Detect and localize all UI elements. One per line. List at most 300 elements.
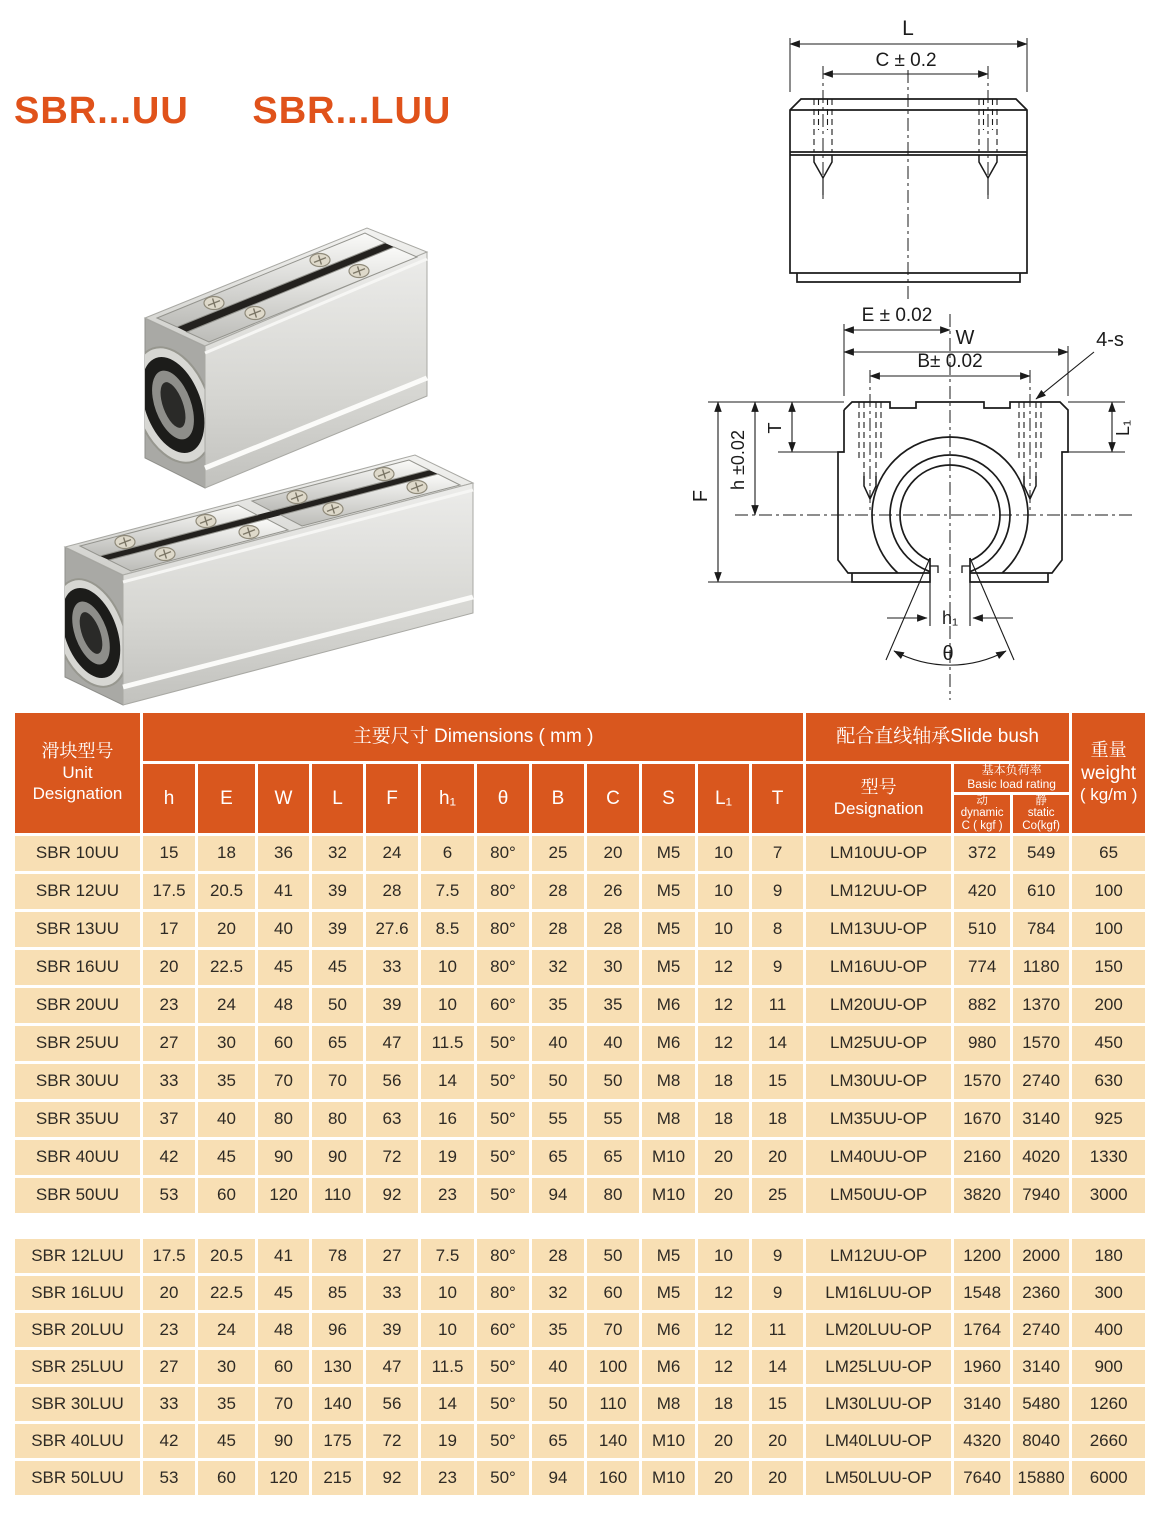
cell: M8 — [642, 1387, 695, 1421]
cell: 65 — [587, 1140, 639, 1175]
header-weight-cn: 重量 — [1090, 739, 1127, 760]
cell: 215 — [312, 1461, 363, 1495]
cell: M6 — [642, 1313, 695, 1347]
cell: 6000 — [1072, 1461, 1145, 1495]
cell: 28 — [587, 912, 639, 947]
cell: 20 — [698, 1424, 749, 1458]
table-row — [15, 912, 1145, 947]
cell: 50° — [477, 1064, 529, 1099]
cell: 900 — [1072, 1350, 1145, 1384]
cell: 20 — [752, 1461, 803, 1495]
cell: 36 — [258, 836, 309, 871]
cell: 2000 — [1013, 1239, 1069, 1273]
header-weight-unit: ( kg/m ) — [1079, 784, 1138, 804]
table-row — [15, 988, 1145, 1023]
row-designation: SBR 50LUU — [15, 1461, 140, 1495]
cell: LM20UU-OP — [806, 988, 951, 1023]
cell: 14 — [421, 1387, 474, 1421]
cell: 70 — [258, 1064, 309, 1099]
cell: 2740 — [1013, 1313, 1069, 1347]
cell: 47 — [366, 1350, 418, 1384]
cell: 20 — [198, 912, 255, 947]
cell: 90 — [258, 1424, 309, 1458]
cell: 23 — [143, 988, 195, 1023]
cell: LM12UU-OP — [806, 1239, 951, 1273]
cell: 50 — [312, 988, 363, 1023]
table-row — [15, 1387, 1145, 1421]
cell: M10 — [642, 1424, 695, 1458]
cell: 10 — [698, 874, 749, 909]
cell: 15 — [143, 836, 195, 871]
cell: 3140 — [1013, 1350, 1069, 1384]
cell: 140 — [312, 1387, 363, 1421]
cell: 200 — [1072, 988, 1145, 1023]
cell: 2360 — [1013, 1276, 1069, 1310]
cell: 15 — [752, 1064, 803, 1099]
header-col-F: F — [366, 764, 418, 833]
cell: 10 — [698, 836, 749, 871]
side-view-drawing — [755, 10, 1065, 310]
cell: 450 — [1072, 1026, 1145, 1061]
cell: 28 — [366, 874, 418, 909]
cell: 45 — [258, 1276, 309, 1310]
cell: 18 — [698, 1102, 749, 1137]
cell: 28 — [532, 874, 584, 909]
dim-label-C: C ± 0.2 — [875, 50, 937, 71]
cell: 20 — [143, 1276, 195, 1310]
cell: 774 — [954, 950, 1010, 985]
cell: LM30UU-OP — [806, 1064, 951, 1099]
cell: 42 — [143, 1424, 195, 1458]
cell: 23 — [421, 1178, 474, 1213]
cell: 7 — [752, 836, 803, 871]
cell: 80° — [477, 950, 529, 985]
cell: 24 — [198, 1313, 255, 1347]
table-row — [15, 1239, 1145, 1273]
header-slide-bush: 配合直线轴承Slide bush — [806, 713, 1069, 761]
cell: 10 — [698, 912, 749, 947]
cell: 35 — [532, 988, 584, 1023]
cell: 20 — [698, 1178, 749, 1213]
cell: 65 — [532, 1140, 584, 1175]
screw — [115, 536, 135, 549]
cell: 980 — [954, 1026, 1010, 1061]
cell: 630 — [1072, 1064, 1145, 1099]
header-load-cn: 基本负荷率 — [981, 763, 1042, 777]
cell: 20 — [143, 950, 195, 985]
cell: 27 — [143, 1350, 195, 1384]
dim-W — [844, 327, 1068, 352]
cell: 150 — [1072, 950, 1145, 985]
screw — [245, 307, 265, 320]
cell: 19 — [421, 1140, 474, 1175]
cell: M10 — [642, 1178, 695, 1213]
cell: 39 — [312, 874, 363, 909]
cell: 50° — [477, 1140, 529, 1175]
row-designation: SBR 40LUU — [15, 1424, 140, 1458]
cell: 3820 — [954, 1178, 1010, 1213]
dim-C — [823, 50, 988, 74]
cell: 300 — [1072, 1276, 1145, 1310]
cell: 80° — [477, 1276, 529, 1310]
header-weight-en: weight — [1081, 762, 1137, 784]
cell: 60 — [258, 1350, 309, 1384]
cell: 53 — [143, 1178, 195, 1213]
cell: 32 — [532, 950, 584, 985]
cell: 420 — [954, 874, 1010, 909]
cell: 9 — [752, 950, 803, 985]
cell: 12 — [698, 1313, 749, 1347]
header-col-B: B — [532, 764, 584, 833]
dim-label-T: T — [765, 422, 785, 434]
cell: 6 — [421, 836, 474, 871]
screw — [407, 481, 427, 494]
header-load-en: Basic load rating — [967, 776, 1056, 791]
cell: 925 — [1072, 1102, 1145, 1137]
cell: 2160 — [954, 1140, 1010, 1175]
cell: 20.5 — [198, 874, 255, 909]
cell: M5 — [642, 912, 695, 947]
cell: 40 — [532, 1350, 584, 1384]
cell: 12 — [698, 950, 749, 985]
cell: 50 — [587, 1239, 639, 1273]
screw — [155, 548, 175, 561]
dim-T — [765, 402, 792, 452]
header-dynamic — [954, 795, 1010, 833]
cell: 2660 — [1072, 1424, 1145, 1458]
cell: 96 — [312, 1313, 363, 1347]
cell: 48 — [258, 1313, 309, 1347]
cell: 7940 — [1013, 1178, 1069, 1213]
cell: LM40LUU-OP — [806, 1424, 951, 1458]
cell: 16 — [421, 1102, 474, 1137]
cell: 11.5 — [421, 1350, 474, 1384]
header-col-h: h — [143, 764, 195, 833]
cell: 4320 — [954, 1424, 1010, 1458]
cell: M5 — [642, 1276, 695, 1310]
cell: 140 — [587, 1424, 639, 1458]
cell: 10 — [421, 1313, 474, 1347]
cell: M5 — [642, 1239, 695, 1273]
cell: 33 — [143, 1064, 195, 1099]
cell: 20 — [752, 1424, 803, 1458]
row-designation: SBR 12LUU — [15, 1239, 140, 1273]
cell: 14 — [752, 1026, 803, 1061]
header-dynamic-cn: 动 — [976, 794, 988, 807]
cell: 50 — [532, 1064, 584, 1099]
dim-h — [728, 402, 755, 515]
cell: 1370 — [1013, 988, 1069, 1023]
cell: 1670 — [954, 1102, 1010, 1137]
cell: 28 — [532, 1239, 584, 1273]
cell: 30 — [587, 950, 639, 985]
cell: 10 — [698, 1239, 749, 1273]
cell: 50° — [477, 1102, 529, 1137]
cell: 39 — [366, 988, 418, 1023]
cell: 60 — [198, 1461, 255, 1495]
header-load-rating — [954, 764, 1069, 792]
cell: 14 — [752, 1350, 803, 1384]
cell: 56 — [366, 1064, 418, 1099]
cell: 37 — [143, 1102, 195, 1137]
cell: 15880 — [1013, 1461, 1069, 1495]
cell: 80° — [477, 1239, 529, 1273]
cell: 12 — [698, 1350, 749, 1384]
dim-L1 — [1112, 402, 1133, 452]
row-designation: SBR 12UU — [15, 874, 140, 909]
table-row — [15, 1424, 1145, 1458]
cell: 45 — [198, 1140, 255, 1175]
screw-spec-note — [1036, 329, 1124, 399]
cell: 32 — [532, 1276, 584, 1310]
screw — [310, 254, 330, 267]
table-body-uu — [15, 836, 1145, 1213]
cell: 100 — [1072, 912, 1145, 947]
front-view-drawing — [680, 300, 1160, 705]
table-row — [15, 1140, 1145, 1175]
cell: 45 — [258, 950, 309, 985]
cell: 400 — [1072, 1313, 1145, 1347]
cell: 510 — [954, 912, 1010, 947]
cell: 72 — [366, 1424, 418, 1458]
cell: LM16UU-OP — [806, 950, 951, 985]
cell: 40 — [258, 912, 309, 947]
cell: 8.5 — [421, 912, 474, 947]
row-designation: SBR 35UU — [15, 1102, 140, 1137]
cell: 10 — [421, 950, 474, 985]
cell: 50° — [477, 1424, 529, 1458]
cell: 45 — [198, 1424, 255, 1458]
dim-label-F: F — [690, 489, 712, 503]
table-body-luu — [15, 1239, 1145, 1495]
cell: 5480 — [1013, 1387, 1069, 1421]
dim-label-h: h ±0.02 — [728, 430, 748, 490]
cell: 41 — [258, 874, 309, 909]
cell: 30 — [198, 1026, 255, 1061]
cell: 18 — [698, 1064, 749, 1099]
cell: 65 — [1072, 836, 1145, 871]
cell: 882 — [954, 988, 1010, 1023]
row-designation: SBR 30UU — [15, 1064, 140, 1099]
screw — [374, 468, 394, 481]
cell: 39 — [366, 1313, 418, 1347]
cell: 4020 — [1013, 1140, 1069, 1175]
cell: 24 — [366, 836, 418, 871]
row-designation: SBR 20LUU — [15, 1313, 140, 1347]
cell: 55 — [532, 1102, 584, 1137]
spec-table — [12, 710, 1148, 1498]
header-dimensions: 主要尺寸 Dimensions ( mm ) — [143, 713, 803, 761]
title-sbr-uu: SBR...UU — [14, 90, 189, 132]
cell: 47 — [366, 1026, 418, 1061]
cell: 80 — [312, 1102, 363, 1137]
cell: 11.5 — [421, 1026, 474, 1061]
row-designation: SBR 13UU — [15, 912, 140, 947]
cell: LM25UU-OP — [806, 1026, 951, 1061]
cell: 27 — [143, 1026, 195, 1061]
cell: 2740 — [1013, 1064, 1069, 1099]
cell: 100 — [587, 1350, 639, 1384]
cell: 26 — [587, 874, 639, 909]
table-row — [15, 1276, 1145, 1310]
cell: LM10UU-OP — [806, 836, 951, 871]
table-section-gap — [15, 1216, 1145, 1236]
cell: 130 — [312, 1350, 363, 1384]
cell: 17.5 — [143, 1239, 195, 1273]
cell: 12 — [698, 1026, 749, 1061]
row-designation: SBR 10UU — [15, 836, 140, 871]
header-col-S: S — [642, 764, 695, 833]
table-row — [15, 1064, 1145, 1099]
cell: 372 — [954, 836, 1010, 871]
cell: 20 — [698, 1461, 749, 1495]
cell: 55 — [587, 1102, 639, 1137]
title-sbr-luu: SBR...LUU — [252, 90, 452, 132]
cell: 35 — [198, 1387, 255, 1421]
cell: 42 — [143, 1140, 195, 1175]
cell: 85 — [312, 1276, 363, 1310]
cell: 56 — [366, 1387, 418, 1421]
table-row — [15, 1461, 1145, 1495]
cell: 1570 — [1013, 1026, 1069, 1061]
dim-label-h1: h₁ — [941, 608, 959, 628]
header-static-cn: 静 — [1035, 794, 1047, 807]
dim-label-theta: θ — [942, 643, 954, 665]
cell: 22.5 — [198, 950, 255, 985]
table-row — [15, 1178, 1145, 1213]
cell: 28 — [532, 912, 584, 947]
cell: 120 — [258, 1178, 309, 1213]
header-unit-designation — [15, 713, 140, 833]
cell: M5 — [642, 874, 695, 909]
cell: 1180 — [1013, 950, 1069, 985]
cell: 12 — [698, 1276, 749, 1310]
product-photo-sbr-luu — [35, 425, 485, 710]
cell: LM30LUU-OP — [806, 1387, 951, 1421]
cell: 15 — [752, 1387, 803, 1421]
dim-label-W: W — [955, 327, 975, 349]
screw — [349, 265, 369, 278]
cell: 41 — [258, 1239, 309, 1273]
cell: 110 — [312, 1178, 363, 1213]
cell: 22.5 — [198, 1276, 255, 1310]
screw — [239, 526, 259, 539]
cell: LM20LUU-OP — [806, 1313, 951, 1347]
table-row — [15, 950, 1145, 985]
cell: 1330 — [1072, 1140, 1145, 1175]
cell: 9 — [752, 1239, 803, 1273]
row-designation: SBR 50UU — [15, 1178, 140, 1213]
screw-spec-label: 4-s — [1096, 329, 1124, 351]
table-row — [15, 1102, 1145, 1137]
cell: 92 — [366, 1461, 418, 1495]
cell: 3140 — [954, 1387, 1010, 1421]
cell: LM35UU-OP — [806, 1102, 951, 1137]
cell: 9 — [752, 1276, 803, 1310]
cell: 100 — [1072, 874, 1145, 909]
cell: 60° — [477, 1313, 529, 1347]
cell: 9 — [752, 874, 803, 909]
cell: 92 — [366, 1178, 418, 1213]
header-static-en: static — [1027, 807, 1055, 820]
cell: 35 — [198, 1064, 255, 1099]
cell: 35 — [587, 988, 639, 1023]
cell: M6 — [642, 1026, 695, 1061]
cell: LM40UU-OP — [806, 1140, 951, 1175]
cell: 50° — [477, 1178, 529, 1213]
cell: 18 — [752, 1102, 803, 1137]
cell: 3140 — [1013, 1102, 1069, 1137]
page-title — [14, 90, 451, 133]
cell: 1260 — [1072, 1387, 1145, 1421]
cell: 10 — [421, 988, 474, 1023]
cell: 80 — [587, 1178, 639, 1213]
cell: 90 — [312, 1140, 363, 1175]
cell: 19 — [421, 1424, 474, 1458]
header-col-L: L — [312, 764, 363, 833]
cell: 60 — [587, 1276, 639, 1310]
cell: 40 — [198, 1102, 255, 1137]
header-dynamic-en: dynamic — [960, 807, 1004, 820]
table-header — [15, 713, 1145, 833]
cell: 175 — [312, 1424, 363, 1458]
block-body — [41, 455, 473, 705]
cell: 11 — [752, 988, 803, 1023]
header-static-unit: Co(kgf) — [1022, 819, 1060, 832]
cell: 60 — [198, 1178, 255, 1213]
cell: 7.5 — [421, 1239, 474, 1273]
cell: 63 — [366, 1102, 418, 1137]
cell: 50 — [587, 1064, 639, 1099]
table-row — [15, 1026, 1145, 1061]
cell: 17 — [143, 912, 195, 947]
header-col-h1: h₁ — [421, 764, 474, 833]
cell: 25 — [532, 836, 584, 871]
cell: M8 — [642, 1064, 695, 1099]
cell: 32 — [312, 836, 363, 871]
cell: 39 — [312, 912, 363, 947]
cell: 610 — [1013, 874, 1069, 909]
cell: M6 — [642, 1350, 695, 1384]
cell: 8040 — [1013, 1424, 1069, 1458]
cell: 14 — [421, 1064, 474, 1099]
dim-F — [690, 402, 718, 582]
cell: 50 — [532, 1387, 584, 1421]
cell: 80° — [477, 874, 529, 909]
cell: 50° — [477, 1026, 529, 1061]
cell: 784 — [1013, 912, 1069, 947]
cell: LM12UU-OP — [806, 874, 951, 909]
cell: LM16LUU-OP — [806, 1276, 951, 1310]
cell: 60° — [477, 988, 529, 1023]
row-designation: SBR 25UU — [15, 1026, 140, 1061]
header-col-L1: L₁ — [698, 764, 749, 833]
row-designation: SBR 16LUU — [15, 1276, 140, 1310]
cell: 1764 — [954, 1313, 1010, 1347]
cell: 7640 — [954, 1461, 1010, 1495]
cell: 65 — [532, 1424, 584, 1458]
cell: M8 — [642, 1102, 695, 1137]
cell: 45 — [312, 950, 363, 985]
row-designation: SBR 40UU — [15, 1140, 140, 1175]
cell: 23 — [143, 1313, 195, 1347]
header-weight — [1072, 713, 1145, 833]
cell: 20 — [698, 1140, 749, 1175]
cell: 20 — [587, 836, 639, 871]
cell: 40 — [587, 1026, 639, 1061]
table-row — [15, 874, 1145, 909]
cell: 94 — [532, 1178, 584, 1213]
